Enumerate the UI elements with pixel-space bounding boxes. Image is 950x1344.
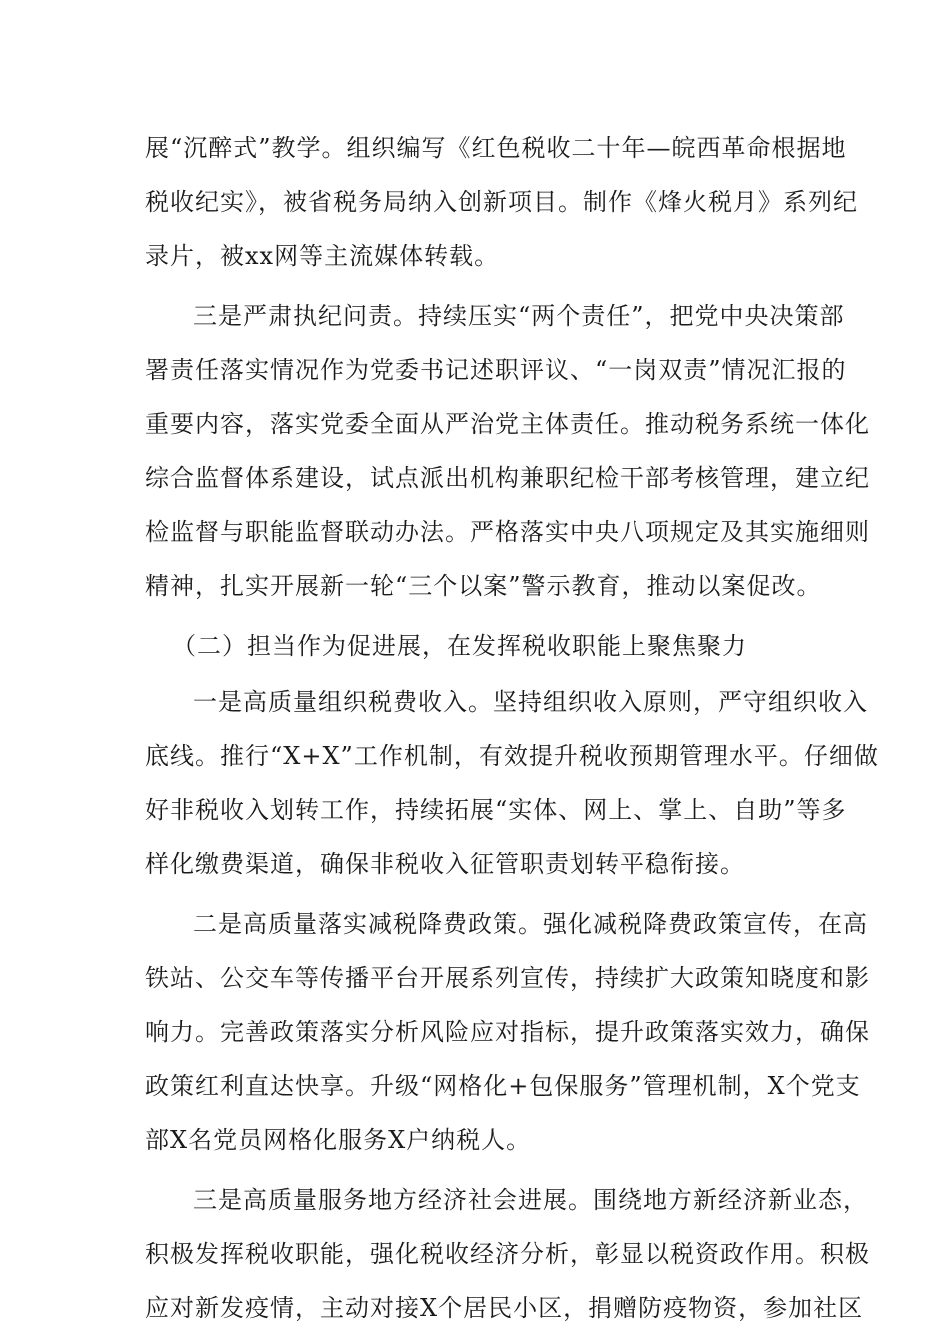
text-line: 样化缴费渠道，确保非税收入征管职责划转平稳衔接。 bbox=[145, 850, 745, 878]
text-line: 应对新发疫情，主动对接X个居民小区，捐赠防疫物资，参加社区 bbox=[145, 1294, 864, 1322]
text-line: 底线。推行“X+X”工作机制，有效提升税收预期管理水平。仔细做 bbox=[145, 742, 879, 770]
section-heading: （二）担当作为促进展，在发挥税收职能上聚焦聚力 bbox=[172, 632, 747, 660]
text-line: 展“沉醉式”教学。组织编写《红色税收二十年—皖西革命根据地 bbox=[145, 134, 847, 162]
paragraph-first-line: 三是高质量服务地方经济社会进展。围绕地方新经济新业态， bbox=[193, 1186, 868, 1214]
text-line: 政策红利直达快享。升级“网格化+包保服务”管理机制，X个党支 bbox=[145, 1072, 861, 1100]
text-line: 部X名党员网格化服务X户纳税人。 bbox=[145, 1126, 532, 1154]
text-line: 铁站、公交车等传播平台开展系列宣传，持续扩大政策知晓度和影 bbox=[145, 964, 870, 992]
text-line: 署责任落实情况作为党委书记述职评议、“一岗双责”情况汇报的 bbox=[145, 356, 847, 384]
text-line: 好非税收入划转工作，持续拓展“实体、网上、掌上、自助”等多 bbox=[145, 796, 847, 824]
text-line: 积极发挥税收职能，强化税收经济分析，彰显以税资政作用。积极 bbox=[145, 1240, 870, 1268]
text-line: 录片，被xx网等主流媒体转载。 bbox=[145, 242, 500, 270]
text-line: 响力。完善政策落实分析风险应对指标，提升政策落实效力，确保 bbox=[145, 1018, 870, 1046]
paragraph-first-line: 一是高质量组织税费收入。坚持组织收入原则，严守组织收入 bbox=[193, 688, 868, 716]
text-line: 综合监督体系建设，试点派出机构兼职纪检干部考核管理，建立纪 bbox=[145, 464, 870, 492]
text-line: 重要内容，落实党委全面从严治党主体责任。推动税务系统一体化 bbox=[145, 410, 870, 438]
text-line: 税收纪实》，被省税务局纳入创新项目。制作《烽火税月》系列纪 bbox=[145, 188, 858, 216]
paragraph-first-line: 三是严肃执纪问责。持续压实“两个责任”，把党中央决策部 bbox=[193, 302, 845, 330]
paragraph-first-line: 二是高质量落实减税降费政策。强化减税降费政策宣传，在高 bbox=[193, 910, 868, 938]
text-line: 精神，扎实开展新一轮“三个以案”警示教育，推动以案促改。 bbox=[145, 572, 822, 600]
text-line: 检监督与职能监督联动办法。严格落实中央八项规定及其实施细则 bbox=[145, 518, 870, 546]
